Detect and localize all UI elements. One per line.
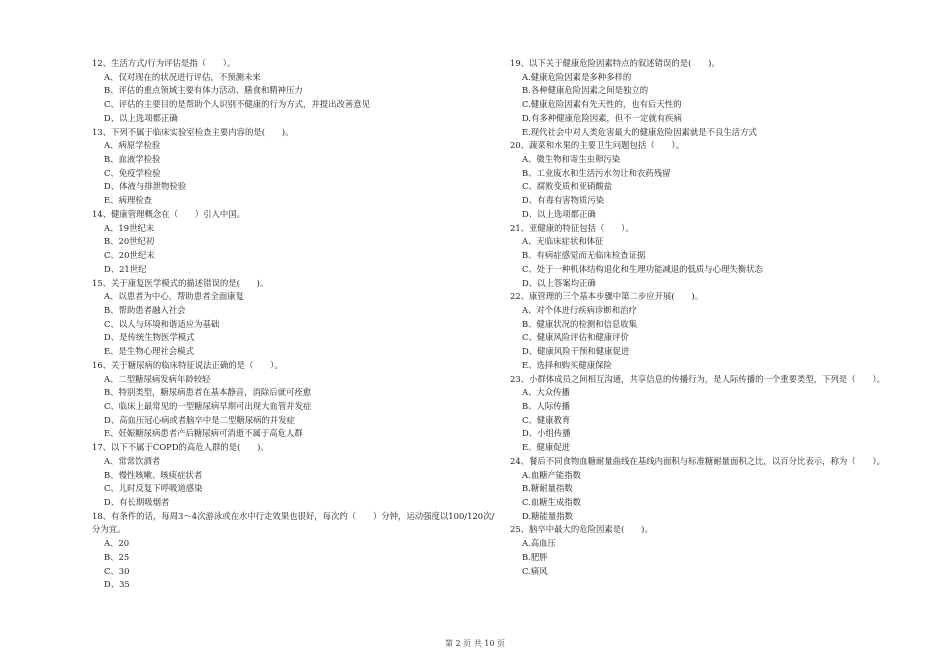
answer-option: B、特别类型，糖尿病患者在基本静音，消除后就可痊愈 [104,387,312,398]
answer-option: B.肥胖 [522,551,548,562]
question-stem: 13、下列不属于临床实验室检查主要内容的是( )。 [92,126,294,137]
answer-option: C、30 [104,565,130,576]
question-stem: 14、健康管理概念在（ ）引入中国。 [92,208,246,219]
question-item [510,455,930,524]
answer-option: E、妊娠糖尿病患者产后糖尿病可消逝不属于高危人群 [104,428,303,439]
answer-option: C、免疫学检验 [104,167,161,178]
answer-option: B、20世纪初 [104,236,155,247]
answer-option: B、健康状况的检测和信息收集 [522,318,638,329]
answer-option: E、是生物心理社会模式 [104,346,194,357]
answer-option: E.现代社会中对人类危害最大的健康危险因素就是不良生活方式 [522,126,757,137]
answer-option: E、健康促进 [522,442,570,453]
answer-option: C、以人与环境和谐适应为基础 [104,318,220,329]
answer-option: B.糖耐量指数 [522,483,573,494]
answer-option: D、35 [104,579,130,590]
answer-option: A、20 [104,538,130,549]
question-item [92,57,512,126]
answer-option: D.糖能量指数 [522,510,573,521]
question-item [510,57,930,139]
answer-option: C、儿时反复下呼吸道感染 [104,483,203,494]
answer-option: A、大众传播 [522,387,570,398]
question-stem: 23、小群体成员之间相互沟通，共享信息的传播行为，是人际传播的一个重要类型，下列是（ ）。 [510,373,885,384]
question-stem: 22、康管理的三个基本步骤中第二步应开展( )。 [510,291,704,302]
answer-option: B.各种健康危险因素之间是独立的 [522,85,649,96]
question-stem: 18、有条件的话，每周3～4次游泳或在水中行走效果也很好，每次约（ ）分钟，运动强度以100/120次/分为宜。 [92,510,495,535]
left-column [92,57,512,592]
answer-option: D、小组传播 [522,428,571,439]
answer-option: B、人际传播 [522,400,571,411]
answer-option: B、血液学检验 [104,154,161,165]
answer-option: C、20世纪末 [104,250,155,261]
answer-option: D、有毒有害物质污染 [522,195,605,206]
answer-option: A、19世纪末 [104,222,155,233]
answer-option: C.痛风 [522,565,548,576]
question-item [92,208,512,277]
answer-option: E、病理检查 [104,195,152,206]
answer-option: D、高血压冠心病或者脑卒中是二型糖尿病的并发症 [104,414,295,425]
answer-option: B、评估的重点领域主要有体力活动、膳食和精神压力 [104,85,303,96]
question-item [92,510,512,592]
answer-option: C、健康风险评估和健康评价 [522,332,629,343]
page-footer: 第 2 页 共 10 页 [445,639,505,648]
answer-option: B、慢性咳嗽、咳痰症状者 [104,469,203,480]
answer-option: E、选择和购买健康保险 [522,359,612,370]
question-item [92,441,512,510]
question-item [510,373,930,455]
question-item [510,290,930,372]
answer-option: D、体液与排泄物检验 [104,181,187,192]
answer-option: A、仅对现在的状况进行评估，不预测未来 [104,71,261,82]
answer-option: D、健康风险干预和健康促进 [522,346,630,357]
answer-option: D、21世纪 [104,263,147,274]
answer-option: A、二型糖尿病发病年龄较轻 [104,373,211,384]
question-item [92,277,512,359]
answer-option: A、病原学检验 [104,140,161,151]
answer-option: A、以患者为中心，帮助患者全面康复 [104,291,245,302]
answer-option: A.健康危险因素是多种多样的 [522,71,632,82]
answer-option: C.血糖生成指数 [522,497,582,507]
answer-option: C、健康教育 [522,414,571,425]
question-stem: 15、关于康复医学模式的描述错误的是( )。 [92,277,269,288]
answer-option: D、有长期吸烟者 [104,497,170,507]
answer-option: D.有多种健康危险因素，但不一定就有疾病 [522,112,682,123]
right-column [510,57,930,578]
answer-option: C、腐败变质和亚硝酸盐 [522,181,613,192]
answer-option: C.健康危险因素有先天性的，也有后天性的 [522,99,682,110]
answer-option: A.高血压 [522,538,556,549]
question-stem: 20、蔬菜和水果的主要卫生问题包括（ ）。 [510,140,684,151]
question-stem: 21、亚健康的特征包括（ ）。 [510,222,634,233]
answer-option: C、临床上最常见的一型糖尿病早期可出现大血管并发症 [104,400,312,411]
question-stem: 24、餐后不同食物血糖耐量曲线在基线内面积与标准糖耐量面积之比，以百分比表示，称为（ ）。 [510,455,885,466]
answer-option: C、评估的主要目的是帮助个人识别不健康的行为方式，并提出改善意见 [104,99,371,110]
answer-option: A.血糖产能指数 [522,469,581,480]
question-stem: 17、以下不属于COPD的高危人群的是( )。 [92,442,269,453]
answer-option: B、工业废水和生活污水勿让和农药残留 [522,167,671,178]
question-item [92,359,512,441]
question-item [510,523,930,578]
answer-option: B、帮助患者融入社会 [104,304,186,315]
answer-option: C、处于一种机体结构退化和生理功能减退的低质与心理失衡状态 [522,263,763,274]
question-stem: 19、以下关于健康危险因素特点的叙述错误的是( )。 [510,58,720,68]
answer-option: B、有病症感觉而无临床检查证据 [522,250,646,261]
answer-option: A、无临床症状和体征 [522,236,604,247]
answer-option: B、25 [104,551,130,562]
question-item [92,126,512,208]
question-item [510,222,930,291]
answer-option: D、是传统生物医学模式 [104,332,195,343]
answer-option: A、微生物和寄生虫卵污染 [522,154,621,165]
question-stem: 12、生活方式/行为评估是指（ ）。 [92,58,236,68]
answer-option: D、以上选项都正确 [522,208,596,219]
question-stem: 25、脑卒中最大的危险因素是( )。 [510,524,653,535]
question-item [510,139,930,221]
answer-option: D、以上答案均正确 [522,277,596,288]
question-stem: 16、关于糖尿病的临床特征说法正确的是（ ）。 [92,359,283,370]
answer-option: D、以上选项都正确 [104,112,178,123]
answer-option: A、对个体进行疾病诊断和治疗 [522,304,637,315]
answer-option: A、常常饮酒者 [104,455,161,466]
